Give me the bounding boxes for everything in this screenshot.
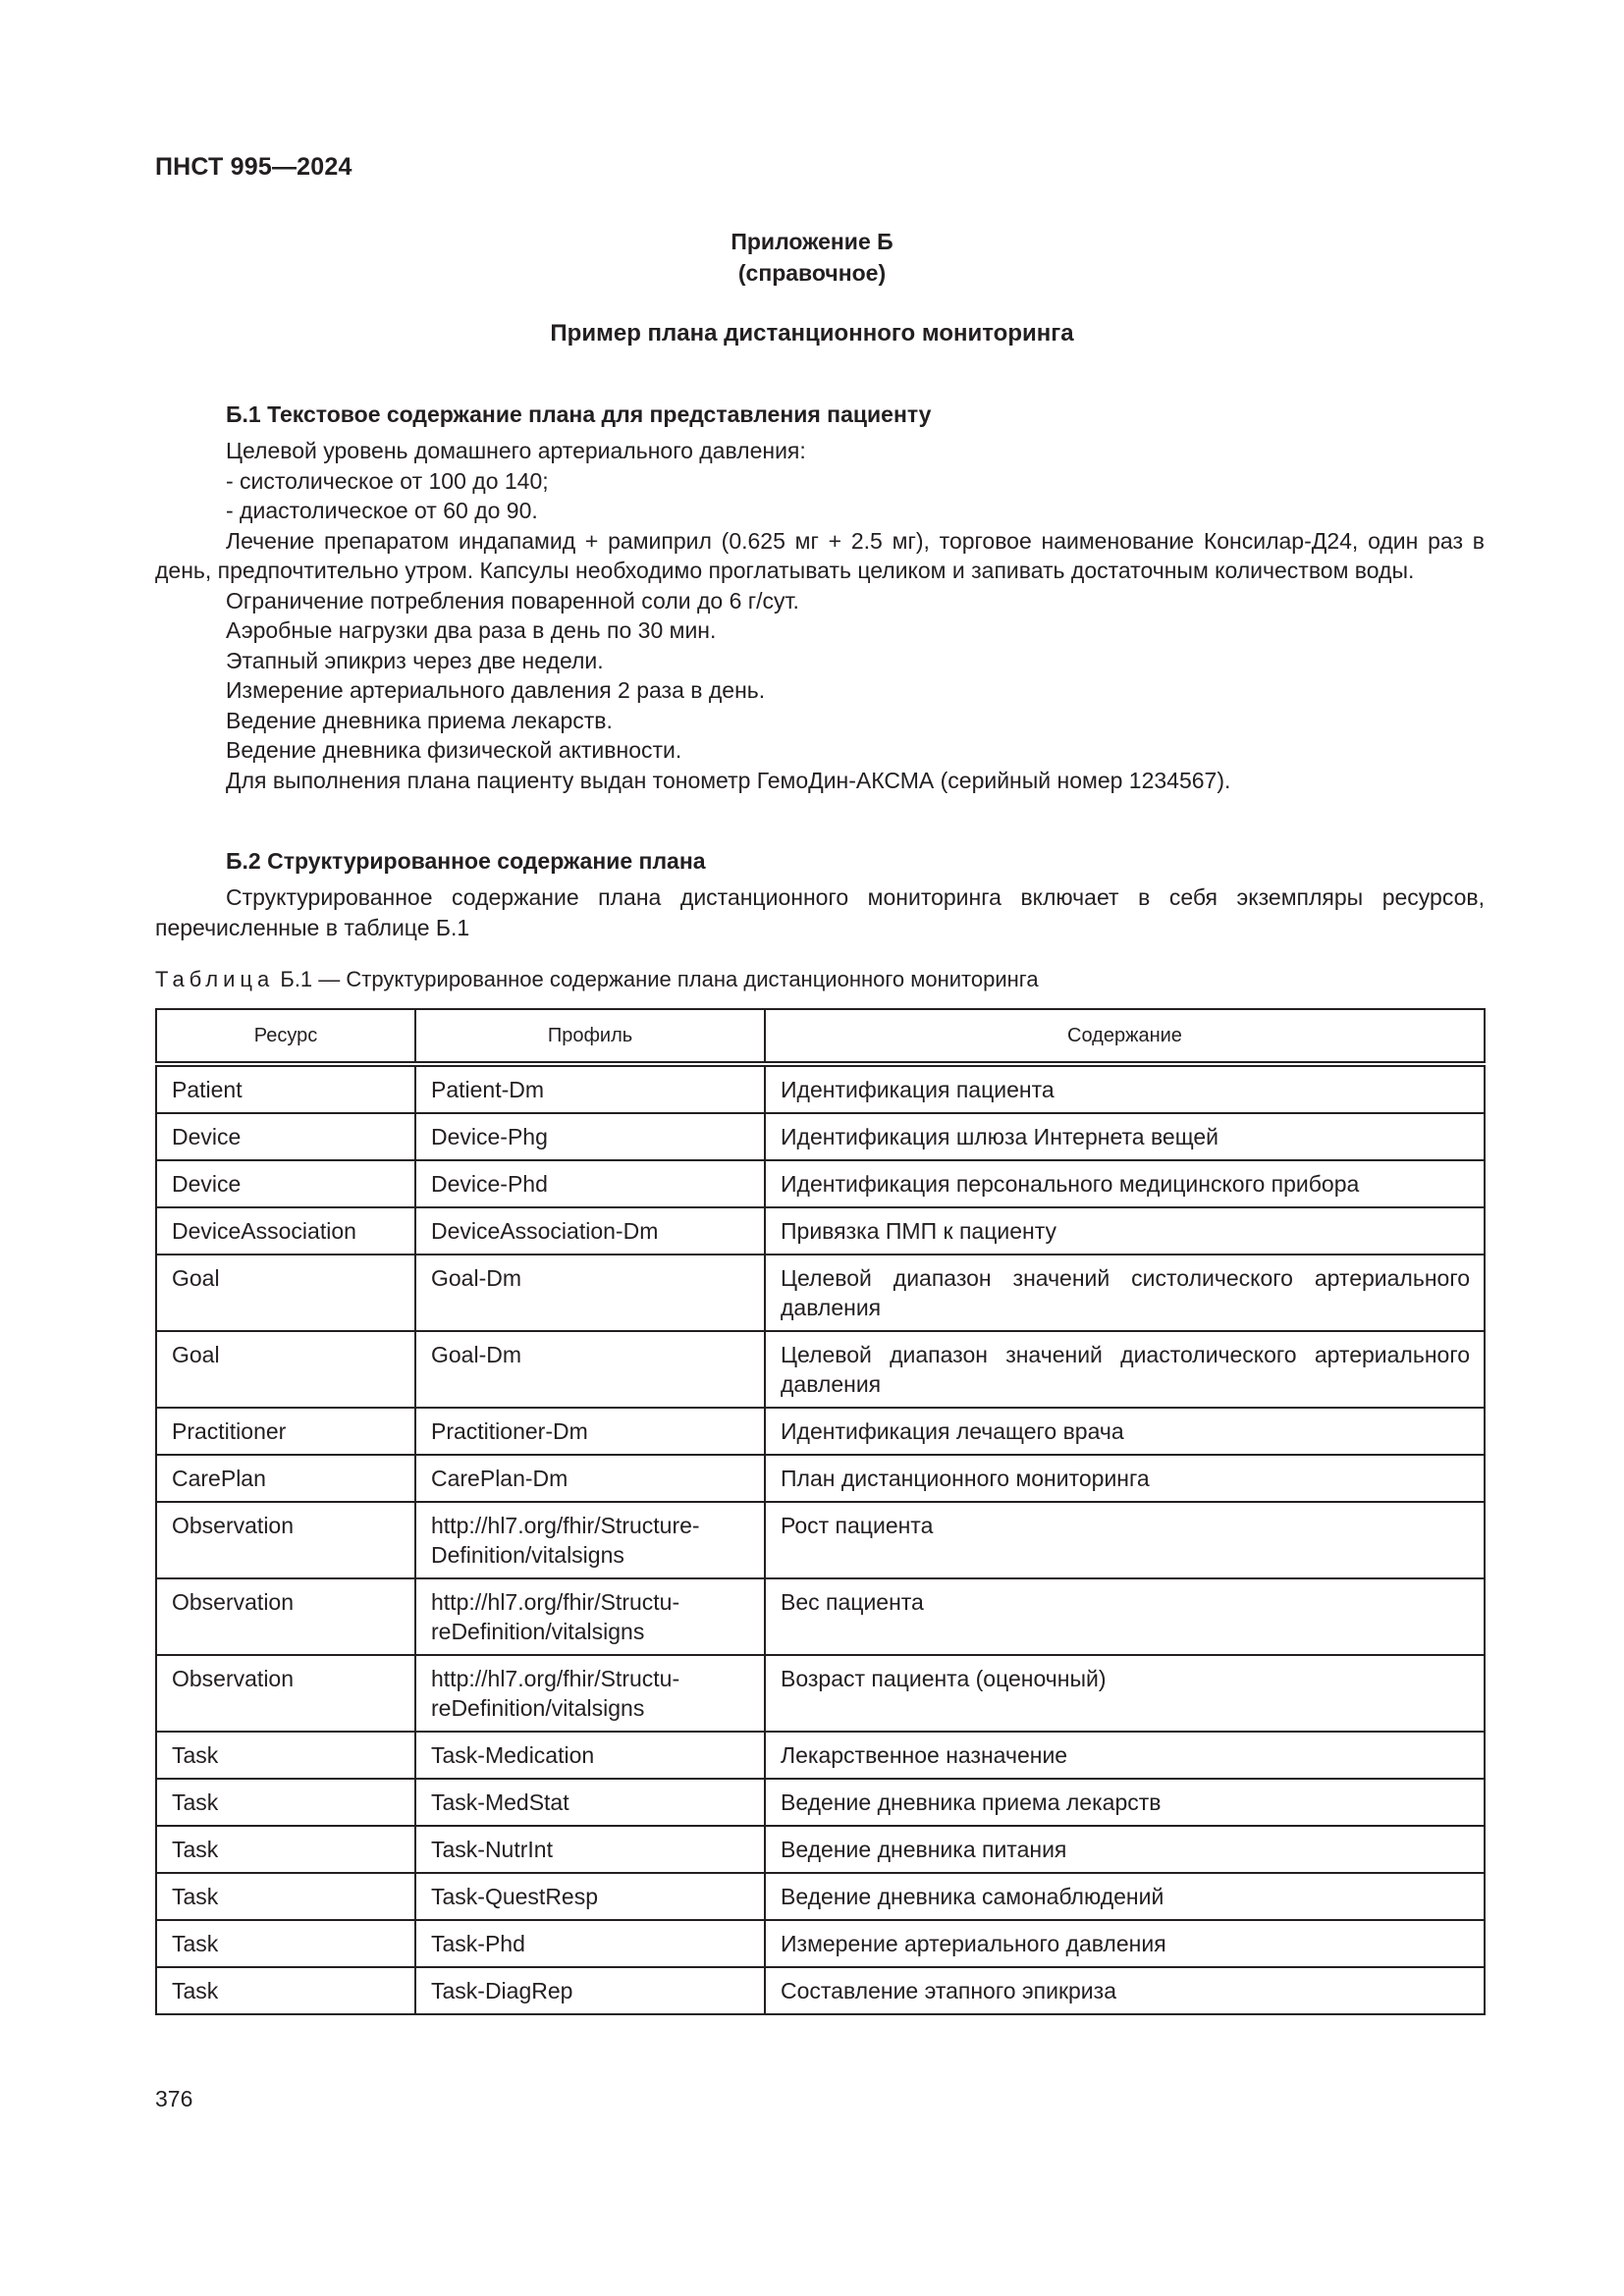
section-b2-heading: Б.2 Структурированное содержание плана bbox=[226, 848, 706, 874]
cell-resource: Goal bbox=[156, 1331, 415, 1408]
cell-content: Измерение артериального давления bbox=[765, 1920, 1485, 1967]
document-code: ПНСТ 995—2024 bbox=[155, 153, 352, 181]
cell-resource: CarePlan bbox=[156, 1455, 415, 1502]
section-b2 bbox=[155, 845, 1485, 942]
cell-resource: Device bbox=[156, 1113, 415, 1160]
paragraph: Ограничение потребления поваренной соли до 6 г/сут. bbox=[226, 587, 799, 614]
paragraph: Целевой уровень домашнего артериального давления: bbox=[226, 438, 806, 463]
paragraph: Лечение препаратом индапамид + рамиприл (0.625 мг + 2.5 мг), торговое наименование Консилар-Д24, один раз в день, предпочтительно утром. Капсулы необходимо проглатывать целиком и запивать достаточным количеством воды. bbox=[155, 527, 1485, 583]
cell-content: Ведение дневника питания bbox=[765, 1826, 1485, 1873]
cell-profile: Task-Medication bbox=[415, 1732, 765, 1779]
cell-resource: Task bbox=[156, 1967, 415, 2014]
cell-content: Рост пациента bbox=[765, 1502, 1485, 1578]
table-header-row bbox=[156, 1009, 1485, 1064]
paragraph: Аэробные нагрузки два раза в день по 30 мин. bbox=[226, 617, 717, 643]
cell-profile: Goal-Dm bbox=[415, 1331, 765, 1408]
table-row bbox=[156, 1779, 1485, 1826]
cell-profile: Practitioner-Dm bbox=[415, 1408, 765, 1455]
cell-content: Ведение дневника приема лекарств bbox=[765, 1779, 1485, 1826]
column-header-content: Содержание bbox=[765, 1009, 1485, 1064]
resources-table bbox=[155, 1008, 1486, 2015]
cell-resource: Device bbox=[156, 1160, 415, 1207]
paragraph: Ведение дневника физической активности. bbox=[226, 737, 682, 763]
section-b1 bbox=[155, 399, 1485, 795]
page-number: 376 bbox=[155, 2086, 193, 2111]
paragraph: - диастолическое от 60 до 90. bbox=[226, 498, 538, 523]
cell-profile: Patient-Dm bbox=[415, 1064, 765, 1113]
section-b1-heading: Б.1 Текстовое содержание плана для представления пациенту bbox=[226, 401, 932, 427]
cell-content: Составление этапного эпикриза bbox=[765, 1967, 1485, 2014]
cell-resource: Task bbox=[156, 1920, 415, 1967]
cell-resource: Task bbox=[156, 1779, 415, 1826]
cell-content: Ведение дневника самонаблюдений bbox=[765, 1873, 1485, 1920]
paragraph: Ведение дневника приема лекарств. bbox=[226, 707, 613, 733]
cell-content: Целевой диапазон значений диастолического артериального давления bbox=[765, 1331, 1485, 1408]
paragraph: Структурированное содержание плана дистанционного мониторинга включает в себя экземпляры ресурсов, перечисленные в таблице Б.1 bbox=[155, 884, 1485, 940]
table-caption-text: Б.1 — Структурированное содержание плана дистанционного мониторинга bbox=[274, 967, 1039, 991]
appendix-heading bbox=[0, 226, 1624, 289]
cell-content: Идентификация лечащего врача bbox=[765, 1408, 1485, 1455]
cell-resource: Observation bbox=[156, 1578, 415, 1655]
table-row bbox=[156, 1331, 1485, 1408]
cell-resource: Practitioner bbox=[156, 1408, 415, 1455]
table-row bbox=[156, 1207, 1485, 1255]
column-header-resource: Ресурс bbox=[156, 1009, 415, 1064]
cell-profile: Task-NutrInt bbox=[415, 1826, 765, 1873]
page-title: Пример плана дистанционного мониторинга bbox=[550, 320, 1074, 347]
cell-profile: Device-Phd bbox=[415, 1160, 765, 1207]
cell-profile: Task-MedStat bbox=[415, 1779, 765, 1826]
cell-profile: Goal-Dm bbox=[415, 1255, 765, 1331]
cell-resource: Patient bbox=[156, 1064, 415, 1113]
cell-resource: Task bbox=[156, 1732, 415, 1779]
cell-content: Привязка ПМП к пациенту bbox=[765, 1207, 1485, 1255]
table-row bbox=[156, 1408, 1485, 1455]
table-row bbox=[156, 1160, 1485, 1207]
cell-resource: DeviceAssociation bbox=[156, 1207, 415, 1255]
cell-content: Целевой диапазон значений систолического артериального давления bbox=[765, 1255, 1485, 1331]
table-row bbox=[156, 1732, 1485, 1779]
table-row bbox=[156, 1826, 1485, 1873]
paragraph: Для выполнения плана пациенту выдан тонометр ГемоДин-АКСМА (серийный номер 1234567). bbox=[226, 767, 1231, 793]
table-row bbox=[156, 1255, 1485, 1331]
cell-content: Возраст пациента (оценочный) bbox=[765, 1655, 1485, 1732]
table-row bbox=[156, 1455, 1485, 1502]
cell-content: Идентификация персонального медицинского прибора bbox=[765, 1160, 1485, 1207]
table-row bbox=[156, 1578, 1485, 1655]
table-caption-prefix: Таблица bbox=[155, 967, 275, 991]
cell-profile: Task-QuestResp bbox=[415, 1873, 765, 1920]
cell-content: Идентификация пациента bbox=[765, 1064, 1485, 1113]
appendix-type: (справочное) bbox=[737, 260, 887, 286]
cell-resource: Goal bbox=[156, 1255, 415, 1331]
cell-profile: http://hl7.org/fhir/Structure-Definition/vitalsigns bbox=[415, 1502, 765, 1578]
table-row bbox=[156, 1873, 1485, 1920]
cell-profile: Task-DiagRep bbox=[415, 1967, 765, 2014]
cell-content: Лекарственное назначение bbox=[765, 1732, 1485, 1779]
cell-resource: Observation bbox=[156, 1502, 415, 1578]
paragraph: Измерение артериального давления 2 раза в день. bbox=[226, 677, 766, 703]
cell-resource: Observation bbox=[156, 1655, 415, 1732]
table-row bbox=[156, 1113, 1485, 1160]
table-caption bbox=[155, 967, 1039, 992]
cell-content: Вес пациента bbox=[765, 1578, 1485, 1655]
cell-content: План дистанционного мониторинга bbox=[765, 1455, 1485, 1502]
table-row bbox=[156, 1502, 1485, 1578]
cell-resource: Task bbox=[156, 1873, 415, 1920]
appendix-label: Приложение Б bbox=[731, 229, 893, 254]
table-row bbox=[156, 1064, 1485, 1113]
cell-profile: DeviceAssociation-Dm bbox=[415, 1207, 765, 1255]
cell-profile: http://hl7.org/fhir/Structu-reDefinition/vitalsigns bbox=[415, 1578, 765, 1655]
column-header-profile: Профиль bbox=[415, 1009, 765, 1064]
table-row bbox=[156, 1655, 1485, 1732]
cell-resource: Task bbox=[156, 1826, 415, 1873]
cell-content: Идентификация шлюза Интернета вещей bbox=[765, 1113, 1485, 1160]
paragraph: - систолическое от 100 до 140; bbox=[226, 467, 549, 494]
table-row bbox=[156, 1967, 1485, 2014]
paragraph: Этапный эпикриз через две недели. bbox=[226, 647, 604, 673]
cell-profile: http://hl7.org/fhir/Structu-reDefinition/vitalsigns bbox=[415, 1655, 765, 1732]
cell-profile: Device-Phg bbox=[415, 1113, 765, 1160]
cell-profile: CarePlan-Dm bbox=[415, 1455, 765, 1502]
table-row bbox=[156, 1920, 1485, 1967]
cell-profile: Task-Phd bbox=[415, 1920, 765, 1967]
